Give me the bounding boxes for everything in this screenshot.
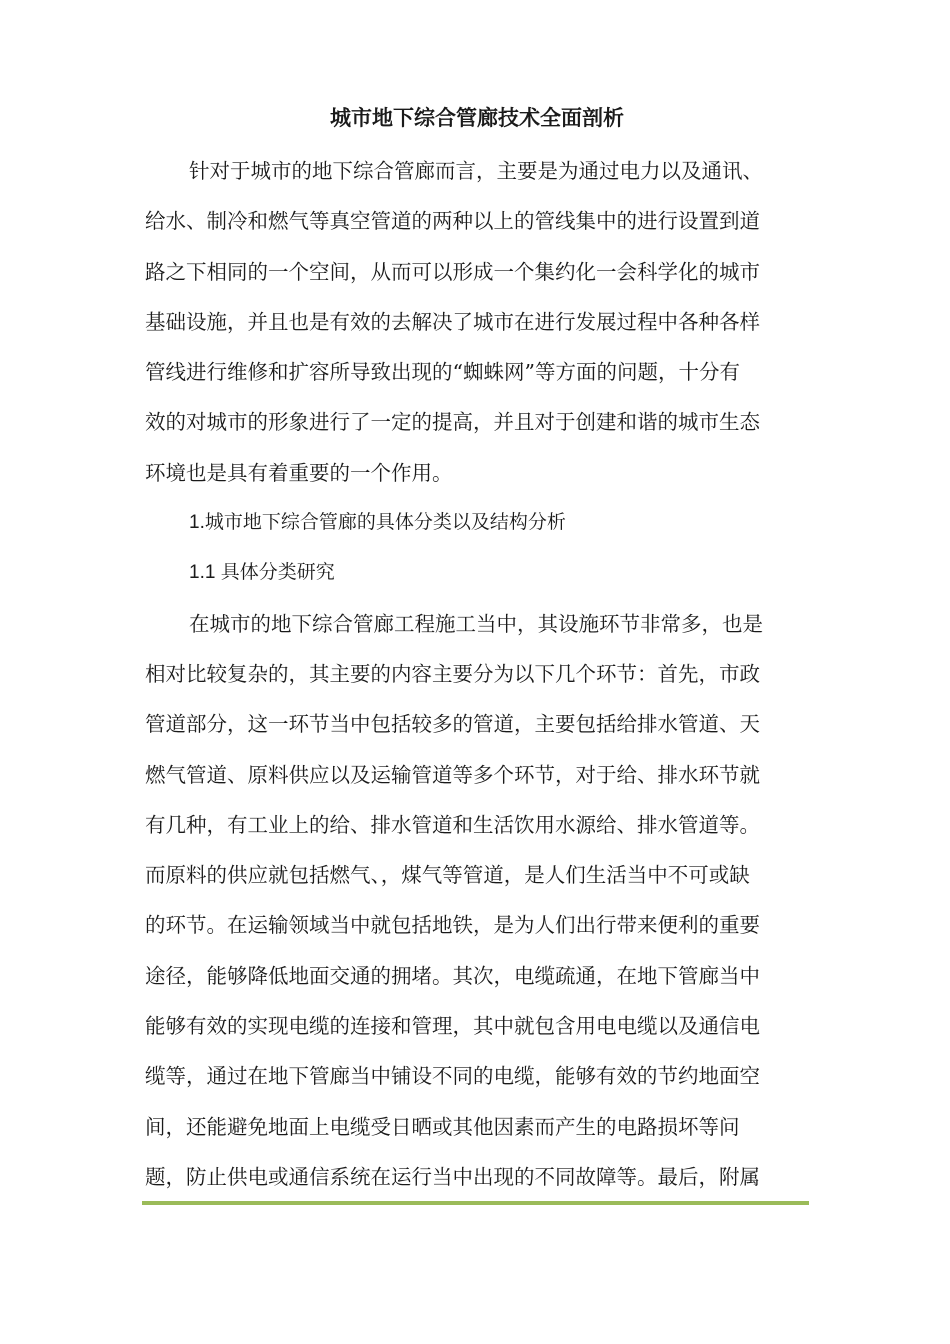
document-body xyxy=(145,146,817,1202)
paragraph-2-line-12: 题，防止供电或通信系统在运行当中出现的不同故障等。最后，附属 xyxy=(145,1164,760,1189)
paragraph-2-line-8: 途径，能够降低地面交通的拥堵。其次，电缆疏通，在地下管廊当中 xyxy=(145,963,760,988)
paragraph-2-line-1: 在城市的地下综合管廊工程施工当中，其设施环节非常多，也是 xyxy=(189,611,763,636)
paragraph-2-line-4: 燃气管道、原料供应以及运输管道等多个环节，对于给、排水环节就 xyxy=(145,762,760,787)
paragraph-2-line-5: 有几种，有工业上的给、排水管道和生活饮用水源给、排水管道等。 xyxy=(145,812,760,837)
document-title: 城市地下综合管廊技术全面剖析 xyxy=(330,105,624,130)
paragraph-1-line-1: 针对于城市的地下综合管廊而言，主要是为通过电力以及通讯、 xyxy=(189,159,763,183)
paragraph-2-line-9: 能够有效的实现电缆的连接和管理，其中就包含用电电缆以及通信电 xyxy=(145,1014,760,1039)
paragraph-1-line-7: 环境也是具有着重要的一个作用。 xyxy=(145,460,453,485)
paragraph-1-line-5: 管线进行维修和扩容所导致出现的“蜘蛛网”等方面的问题，十分有 xyxy=(145,360,740,385)
paragraph-2-line-6: 而原料的供应就包括燃气、，煤气等管道，是人们生活当中不可或缺 xyxy=(145,863,750,888)
footer-divider xyxy=(142,1201,809,1205)
paragraph-1-line-4: 基础设施，并且也是有效的去解决了城市在进行发展过程中各种各样 xyxy=(145,309,760,334)
paragraph-1-line-2: 给水、制冷和燃气等真空管道的两种以上的管线集中的进行设置到道 xyxy=(145,209,760,234)
paragraph-2-line-2: 相对比较复杂的，其主要的内容主要分为以下几个环节：首先，市政 xyxy=(145,661,760,686)
paragraph-2-line-3: 管道部分，这一环节当中包括较多的管道，主要包括给排水管道、天 xyxy=(145,712,760,737)
paragraph-2-line-7: 的环节。在运输领域当中就包括地铁，是为人们出行带来便利的重要 xyxy=(145,913,760,938)
paragraph-2-line-11: 间，还能避免地面上电缆受日晒或其他因素而产生的电路损坏等问 xyxy=(145,1114,740,1139)
paragraph-1-line-6: 效的对城市的形象进行了一定的提高，并且对于创建和谐的城市生态 xyxy=(145,410,760,435)
paragraph-2-line-10: 缆等，通过在地下管廊当中铺设不同的电缆，能够有效的节约地面空 xyxy=(145,1064,760,1089)
paragraph-1-line-3: 路之下相同的一个空间，从而可以形成一个集约化一会科学化的城市 xyxy=(145,259,760,284)
section-heading-1-1: 1.1 具体分类研究 xyxy=(189,562,335,584)
section-heading-1: 1.城市地下综合管廊的具体分类以及结构分析 xyxy=(189,512,566,534)
